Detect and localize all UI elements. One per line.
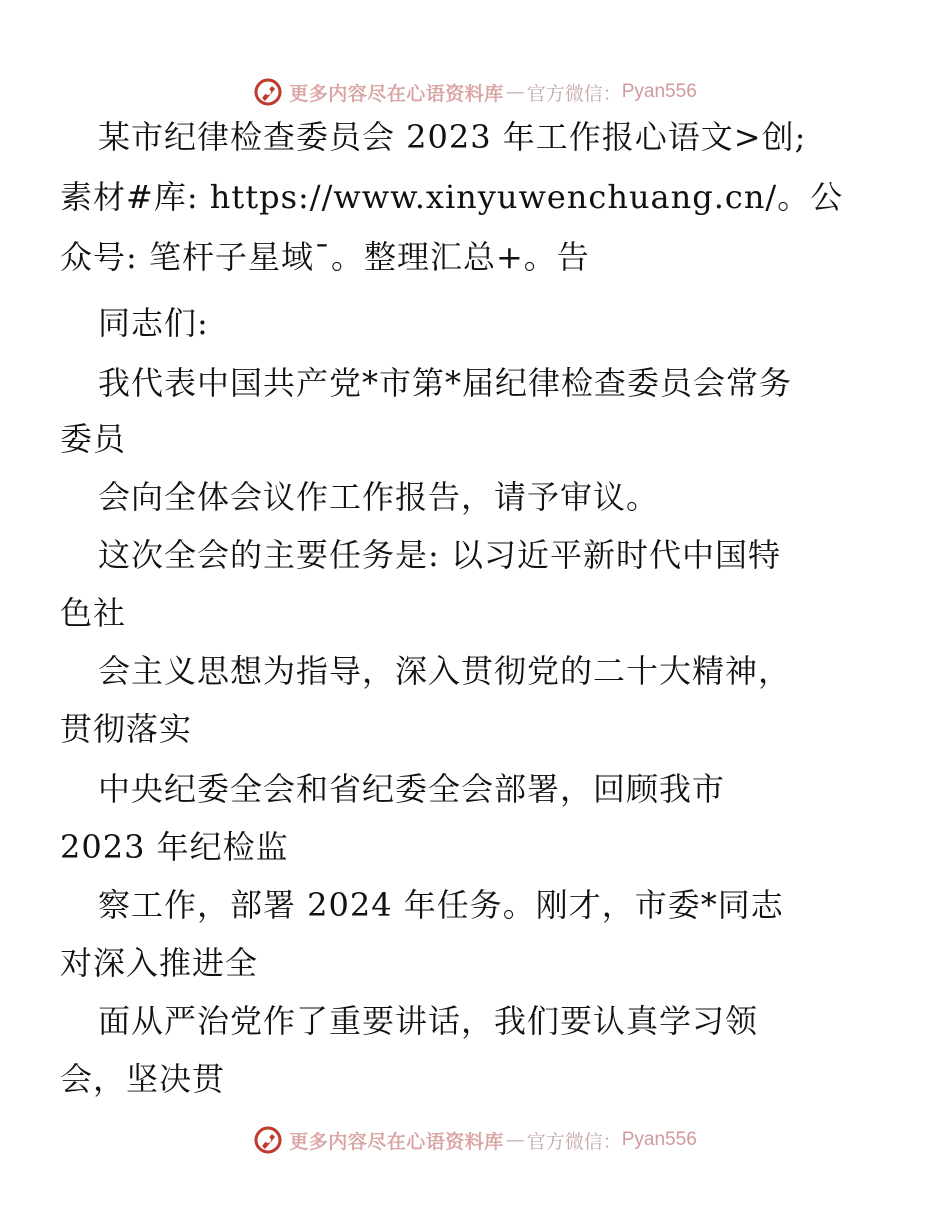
text-line: 某市纪律检查委员会 2023 年工作报心语文>创; [98, 118, 807, 156]
banner-dash: — [505, 1129, 525, 1151]
banner-main-text: 更多内容尽在心语资料库 [289, 82, 504, 105]
text-line: 这次全会的主要任务是: 以习近平新时代中国特 [98, 536, 781, 574]
banner-wechat-id: Pyan556 [621, 1129, 697, 1150]
text-line: 2023 年纪检监 [60, 828, 289, 866]
text-line: 色社 [60, 594, 127, 632]
text-line: 会主义思想为指导，深入贯彻党的二十大精神， [98, 652, 792, 690]
banner-sub-text: 官方微信： [526, 1130, 622, 1153]
text-line: 察工作，部署 2024 年任务。刚才，市委*同志 [98, 886, 784, 924]
text-line: 委员 [60, 420, 127, 458]
banner-main-text: 更多内容尽在心语资料库 [289, 1130, 504, 1153]
text-line: 会向全体会议作工作报告，请予审议。 [98, 478, 660, 516]
text-line: 贯彻落实 [60, 710, 193, 748]
pen-circle-logo-icon [253, 1125, 283, 1155]
text-line: 中央纪委全会和省纪委全会部署，回顾我市 [98, 770, 726, 808]
text-line: 众号: 笔杆子星域¯。整理汇总+。告 [60, 238, 590, 276]
banner-wechat-id: Pyan556 [621, 81, 697, 102]
footer-watermark [0, 1120, 950, 1160]
text-line: 我代表中国共产党*市第*届纪律检查委员会常务 [98, 364, 793, 402]
text-line: 同志们: [98, 304, 209, 342]
header-watermark [0, 72, 950, 112]
text-line: 对深入推进全 [60, 944, 259, 982]
text-line: 素材#库: https://www.xinyuwenchuang.cn/。公 [60, 178, 844, 216]
pen-circle-logo-icon [253, 77, 283, 107]
text-line: 会，坚决贯 [60, 1060, 226, 1098]
banner-dash: — [505, 81, 525, 103]
text-line: 面从严治党作了重要讲话，我们要认真学习领 [98, 1002, 759, 1040]
banner-sub-text: 官方微信： [526, 82, 622, 105]
